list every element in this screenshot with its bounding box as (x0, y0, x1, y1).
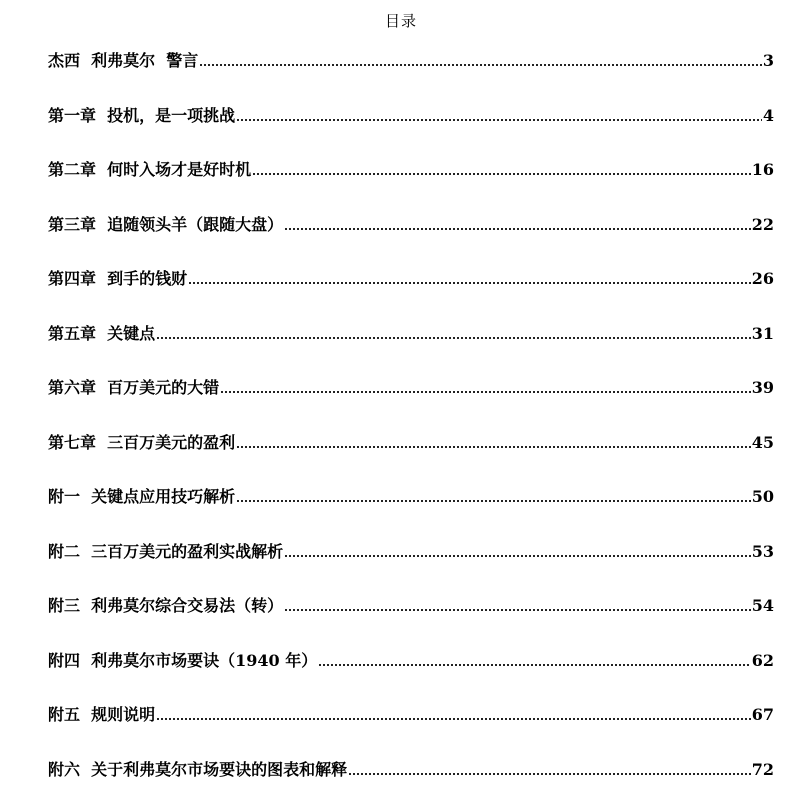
dot-leader (220, 373, 751, 394)
dot-leader (156, 700, 751, 721)
toc-entry-label: 第五章 关键点 (48, 319, 155, 349)
toc-entry-label: 第三章 追随领头羊（跟随大盘） (48, 210, 283, 240)
toc-entry-label: 第四章 到手的钱财 (48, 264, 187, 294)
toc-entry[interactable] (48, 264, 774, 319)
toc-entry-label: 附六 关于利弗莫尔市场要诀的图表和解释 (48, 755, 347, 785)
dot-leader (236, 101, 762, 122)
dot-leader (284, 591, 751, 612)
toc-entry-page-number: 26 (752, 264, 774, 294)
toc-entry-label: 附五 规则说明 (48, 700, 155, 730)
toc-entry-page-number: 31 (752, 319, 774, 349)
toc-entry-label: 附三 利弗莫尔综合交易法（转） (48, 591, 283, 621)
toc-entry-label: 附二 三百万美元的盈利实战解析 (48, 537, 283, 567)
dot-leader (236, 482, 751, 503)
toc-entry[interactable] (48, 155, 774, 210)
dot-leader (199, 46, 762, 67)
toc-entry-label: 第六章 百万美元的大错 (48, 373, 219, 403)
toc-entry-page-number: 22 (752, 210, 774, 240)
toc-entry-page-number: 3 (763, 46, 774, 76)
toc-entry-label: 第一章 投机，是一项挑战 (48, 101, 235, 131)
toc-entry[interactable] (48, 428, 774, 483)
toc-entry[interactable] (48, 101, 774, 156)
dot-leader (284, 210, 751, 231)
toc-entry[interactable] (48, 46, 774, 101)
toc-title: 目录 (0, 10, 802, 31)
toc-entry-page-number: 67 (752, 700, 774, 730)
toc-entry-label: 附四 利弗莫尔市场要诀（1940 年） (48, 646, 317, 676)
toc-entry[interactable] (48, 537, 774, 592)
toc-entry[interactable] (48, 700, 774, 755)
toc-entry[interactable] (48, 646, 774, 701)
toc-entry-label: 附一 关键点应用技巧解析 (48, 482, 235, 512)
toc-entry-page-number: 53 (752, 537, 774, 567)
toc-entry-page-number: 45 (752, 428, 774, 458)
toc-entry-page-number: 54 (752, 591, 774, 621)
dot-leader (188, 264, 751, 285)
toc-entry-page-number: 50 (752, 482, 774, 512)
toc-entry-page-number: 62 (752, 646, 774, 676)
toc-entry-page-number: 72 (752, 755, 774, 785)
dot-leader (156, 319, 751, 340)
toc-entry[interactable] (48, 319, 774, 374)
toc-entry[interactable] (48, 591, 774, 646)
toc-entry[interactable] (48, 755, 774, 809)
toc-entry[interactable] (48, 210, 774, 265)
toc-entry-page-number: 16 (752, 155, 774, 185)
toc-entry-page-number: 39 (752, 373, 774, 403)
toc-entry-label: 第二章 何时入场才是好时机 (48, 155, 251, 185)
dot-leader (236, 428, 751, 449)
dot-leader (284, 537, 751, 558)
toc-list (48, 46, 774, 809)
toc-entry-label: 第七章 三百万美元的盈利 (48, 428, 235, 458)
dot-leader (348, 755, 751, 776)
toc-entry[interactable] (48, 373, 774, 428)
toc-entry[interactable] (48, 482, 774, 537)
dot-leader (318, 646, 750, 667)
dot-leader (252, 155, 751, 176)
toc-entry-page-number: 4 (763, 101, 774, 131)
toc-entry-label: 杰西 利弗莫尔 警言 (48, 46, 198, 76)
